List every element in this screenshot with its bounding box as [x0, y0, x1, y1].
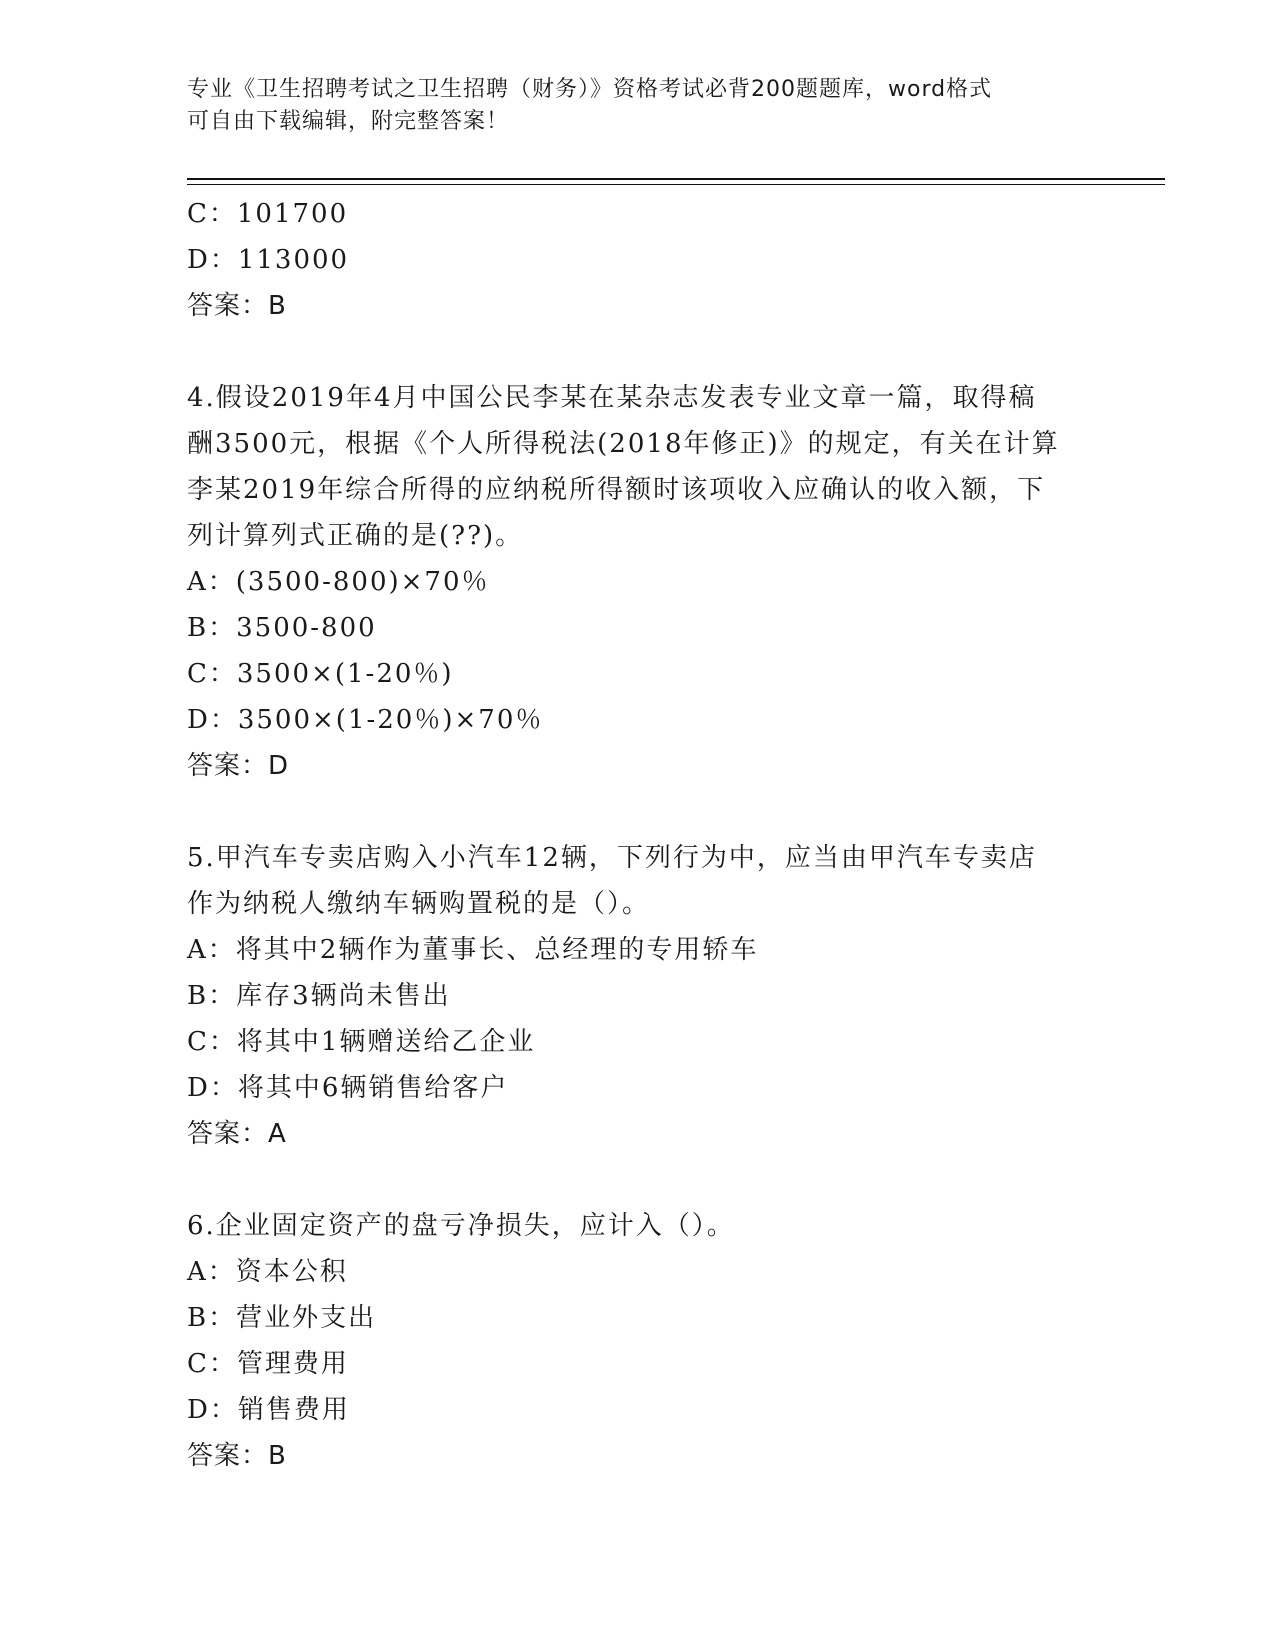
option-d: D：3500×(1-20％)×70％	[187, 705, 544, 735]
question-stem-line: 李某2019年综合所得的应纳税所得额时该项收入应确认的收入额，下	[187, 475, 1046, 505]
question-stem-line: 6.企业固定资产的盘亏净损失，应计入（）。	[187, 1211, 735, 1241]
answer-line: 答案：D	[187, 751, 290, 781]
option-b: B：库存3辆尚未售出	[187, 981, 451, 1011]
header-divider-thin	[187, 184, 1165, 185]
document-header	[187, 74, 1087, 138]
option-b: B：3500-800	[187, 613, 377, 643]
answer-line: 答案：A	[187, 1119, 287, 1149]
option-d: D：将其中6辆销售给客户	[187, 1073, 509, 1103]
question-stem-line: 列计算列式正确的是(??)。	[187, 521, 524, 551]
option-c: C：管理费用	[187, 1349, 349, 1379]
option-a: A：(3500-800)×70％	[187, 567, 490, 597]
header-divider-thick	[187, 178, 1165, 180]
option-d: D：113000	[187, 245, 350, 275]
option-d: D：销售费用	[187, 1395, 350, 1425]
option-c: C：101700	[187, 199, 349, 229]
question-stem-line: 5.甲汽车专卖店购入小汽车12辆，下列行为中，应当由甲汽车专卖店	[187, 843, 1037, 873]
previous-question-tail	[187, 191, 1087, 329]
question-stem-line: 酬3500元，根据《个人所得税法(2018年修正)》的规定，有关在计算	[187, 429, 1060, 459]
option-c: C：将其中1辆赠送给乙企业	[187, 1027, 536, 1057]
question-list	[187, 191, 1087, 1479]
header-line-2: 可自由下载编辑，附完整答案！	[187, 109, 510, 134]
question-stem-line: 4.假设2019年4月中国公民李某在某杂志发表专业文章一篇，取得稿	[187, 383, 1037, 413]
option-a: A：资本公积	[187, 1257, 348, 1287]
question-4	[187, 375, 1087, 789]
header-line-1: 专业《卫生招聘考试之卫生招聘（财务）》资格考试必背200题题库，word格式	[187, 77, 993, 102]
option-b: B：营业外支出	[187, 1303, 377, 1333]
question-5	[187, 835, 1087, 1157]
question-stem-line: 作为纳税人缴纳车辆购置税的是（）。	[187, 889, 651, 919]
option-a: A：将其中2辆作为董事长、总经理的专用轿车	[187, 935, 759, 965]
answer-line: 答案：B	[187, 1441, 287, 1471]
option-c: C：3500×(1-20％)	[187, 659, 454, 689]
answer-line: 答案：B	[187, 291, 287, 321]
question-6	[187, 1203, 1087, 1479]
